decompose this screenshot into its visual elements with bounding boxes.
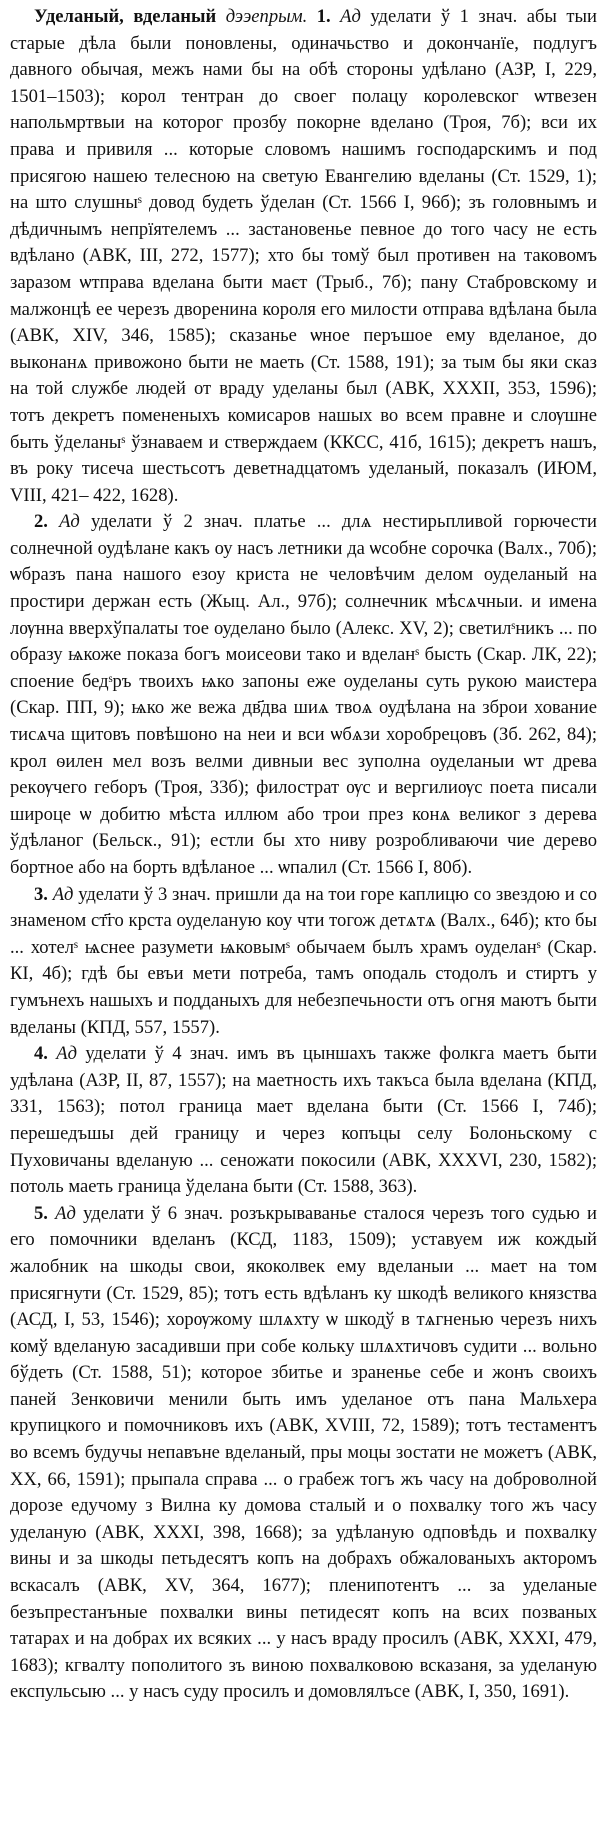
sense-body-5: розъкрываванье сталося черезъ того судью и его помочники вделанъ (КСД, 1183, 1509); уставуем иж кождый жалобник на шкоды свои, якоколвек ему вделаныи ... мает на том присягнути (Ст. 1529, 85); тотъ есть вдѣланъ ку шкодѣ великого князства (АСД, I, 53, 1546); хорѹжому шлѧхту ѡ шкодў в тѧгненью черезъ нихъ комў вделаную засадивши при собе кольку шлѧхтичовъ судити ... вольно бўдеть (Ст. 1588, 51); которое збитье и зраненье себе и жонъ своихъ паней Зенковичи менили быть имъ уделаное отъ пана Мальхера крупицкого и помочниковъ ихъ (АВК, XVIII, 72, 1589); тотъ тестаментъ во всемъ будучы непавъне вделаный, пры моцы зостати не можетъ (АВК, XX, 66, 1591); прыпала справа ... о грабеж тогъ жъ часу на доброволной дорозе едучому з Вилна ку домова сталый и о похвалку того жъ часу уделаную (АВК, XXXI, 398, 1668); за удѣланую одповѣдь и похвалку вины и за шкоды петьдесятъ копъ на добрахъ обжалованыхъ акторомъ вскасалъ (АВК, XV, 364, 1677); пленипотентъ ... за уделаные безъпрестанъные похвалки вины петидесят копъ на всих позваных татарах и на добрах их всяких ... у насъ враду просилъ (АВК, XXXI, 479, 1683); кгвалту пополитого зъ виною похвалковою всказаня, за уделаную експульсыю ... у насъ суду просилъ и домовлялъсе (АВК, I, 350, 1691). [10, 1202, 597, 1703]
sense-body-2: платье ... длѧ нестирьпливой горючести солнечной оудѣлане какъ оу насъ летники да ѡсобне сорочка (Валх., 70б); ѡбразъ пана нашого езоу криста не человѣчим делом оуделаный на простири держан есть (Жыц. Ал., 97б); солнечник мѣсѧчныи. и имена лѹнна вверхўпалаты тое оуделано было (Алекс. XV, 2); светилˢникъ ... по образу ѩкоже показа богъ моисеови тако и вделанˢ бысть (Скар. ЛК, 22); споение бедˢръ твоихъ ѩко запоны еже оуделаны суть рукою маистера (Скар. ПП, 9); ѩко же вежа дв҃два шиѧ твоѧ оудѣлана на зброи хование тисѧча щитовъ повѣшоно на неи и вси ѡбѧзи хоробрецовъ (Зб. 262, 84); крол ѳилен мел возъ велми дивныи вес зуполна оуделаныи ѡт древа рекѹчего геборъ (Троя, 33б); филострат ѹс и вергилиѹс поета писали широце ѡ добитю мѣста иллюм або трои през конѧ великог з дерева ўдѣланог (Бельск., 91); естли бы хто ниву розробливаючи чие дерево бортное або на борть вдѣланое ... ѡпалил (Ст. 1566 I, 80б). [10, 511, 597, 878]
sense-label-2: уделати ў 2 знач. [90, 511, 243, 533]
sense-lead-2: Ад [59, 511, 80, 533]
sense-lead-3: Ад [52, 883, 74, 905]
entry-paragraph-5 [10, 1201, 597, 1706]
sense-label-3: уделати ў 3 знач. [78, 883, 211, 905]
sense-number-1: 1. [316, 6, 331, 27]
sense-label-4: уделати ў 4 знач. [85, 1043, 229, 1065]
sense-number-5: 5. [34, 1202, 48, 1224]
sense-body-4: имъ въ цыншахъ также фолкга маетъ быти удѣлана (АЗР, II, 87, 1557); на маетность ихъ такъса была вделана (КПД, 331, 1563); потол граница мает вделана быти (Ст. 1566 I, 74б); перешедъшы дей границу и через копъцы селу Болоньскому с Пуховичаны вделаную ... сеножати покосили (АВК, XXXVI, 230, 1582); потоль маеть граница ўделана быти (Ст. 1588, 363). [10, 1043, 598, 1198]
sense-number-2: 2. [34, 511, 48, 533]
sense-label-5: уделати ў 6 знач. [83, 1202, 224, 1224]
sense-lead-1: Ад [340, 6, 361, 27]
sense-lead-4: Ад [56, 1043, 78, 1065]
headword: Уделаный, вделаный [34, 6, 217, 27]
entry-paragraph-4 [10, 1041, 597, 1201]
sense-lead-5: Ад [55, 1202, 76, 1224]
entry-paragraph-1 [10, 4, 597, 509]
sense-body-3: пришли да на тои горе каплицю со звездою и со знаменом ст҃го крста оуделаную коу чти тогож детѧтѧ (Валх., 64б); кто бы ... хотелˢ ѩснее разумети ѩковымˢ обычаем былъ храмъ оуделанˢ (Скар. КІ, 4б); гдѣ бы евъи мети потреба, тамъ оподаль стодолъ и стиртъ у гумънехъ нашыхъ и подданыхъ для небезпечьности отъ огня маютъ быти вделаны (КПД, 557, 1557). [10, 883, 597, 1038]
sense-number-3: 3. [34, 883, 48, 905]
entry-paragraph-2 [10, 509, 597, 881]
sense-body-1: абы тыи старые дѣла были поновлены, одиначьство и докончанїе, подлугъ давного обычая, межъ нами бы на обѣ стороны удѣлано (АЗР, I, 229, 1501–1503); корол тентран до своег полацу королевског ѡтвезен напольмртвыи на которог прозбу покорне вделано (Троя, 7б); вси их права и привиля ... которые словомъ нашимъ господарскимъ и под присягою нашею телесною на светую Евангeлию вделаны (Ст. 1529, 1); на што слушныˢ довод будеть ўделан (Ст. 1566 I, 96б); зъ головнымъ и дѣдичнымъ непрїятелемъ ... застановенье певное до того часу не есть вдѣлано (АВК, III, 272, 1577); хто бы томў был противен на таковомъ заразом ѡтправа вделана быти маєт (Трыб., 7б); пану Стабровскому и малжонцѣ ее черезъ дворенина короля его милости отправа вдѣлана была (АВК, XIV, 346, 1585); сказанье ѡное перъшое ему вделаное, до выконанѧ привожоно быти не маеть (Ст. 1588, 191); за тым бы яки сказ на той службе людей от враду уделаны был (АВК, XXXII, 353, 1596); тотъ декретъ помененыхъ комисаров нашых во всем правне и слѹшне быть ўделаныˢ ўзнаваем и стверждаем (ККСС, 41б, 1615); декретъ нашъ, въ року тисеча шестьсотъ деветнадцатомъ уделаный, показалъ (ИЮМ, VIII, 421– 422, 1628). [10, 6, 597, 506]
sense-number-4: 4. [34, 1043, 48, 1065]
headword-label: дээепрым. [225, 6, 308, 27]
entry-paragraph-3 [10, 882, 597, 1042]
sense-label-1: уделати ў 1 знач. [370, 6, 518, 27]
